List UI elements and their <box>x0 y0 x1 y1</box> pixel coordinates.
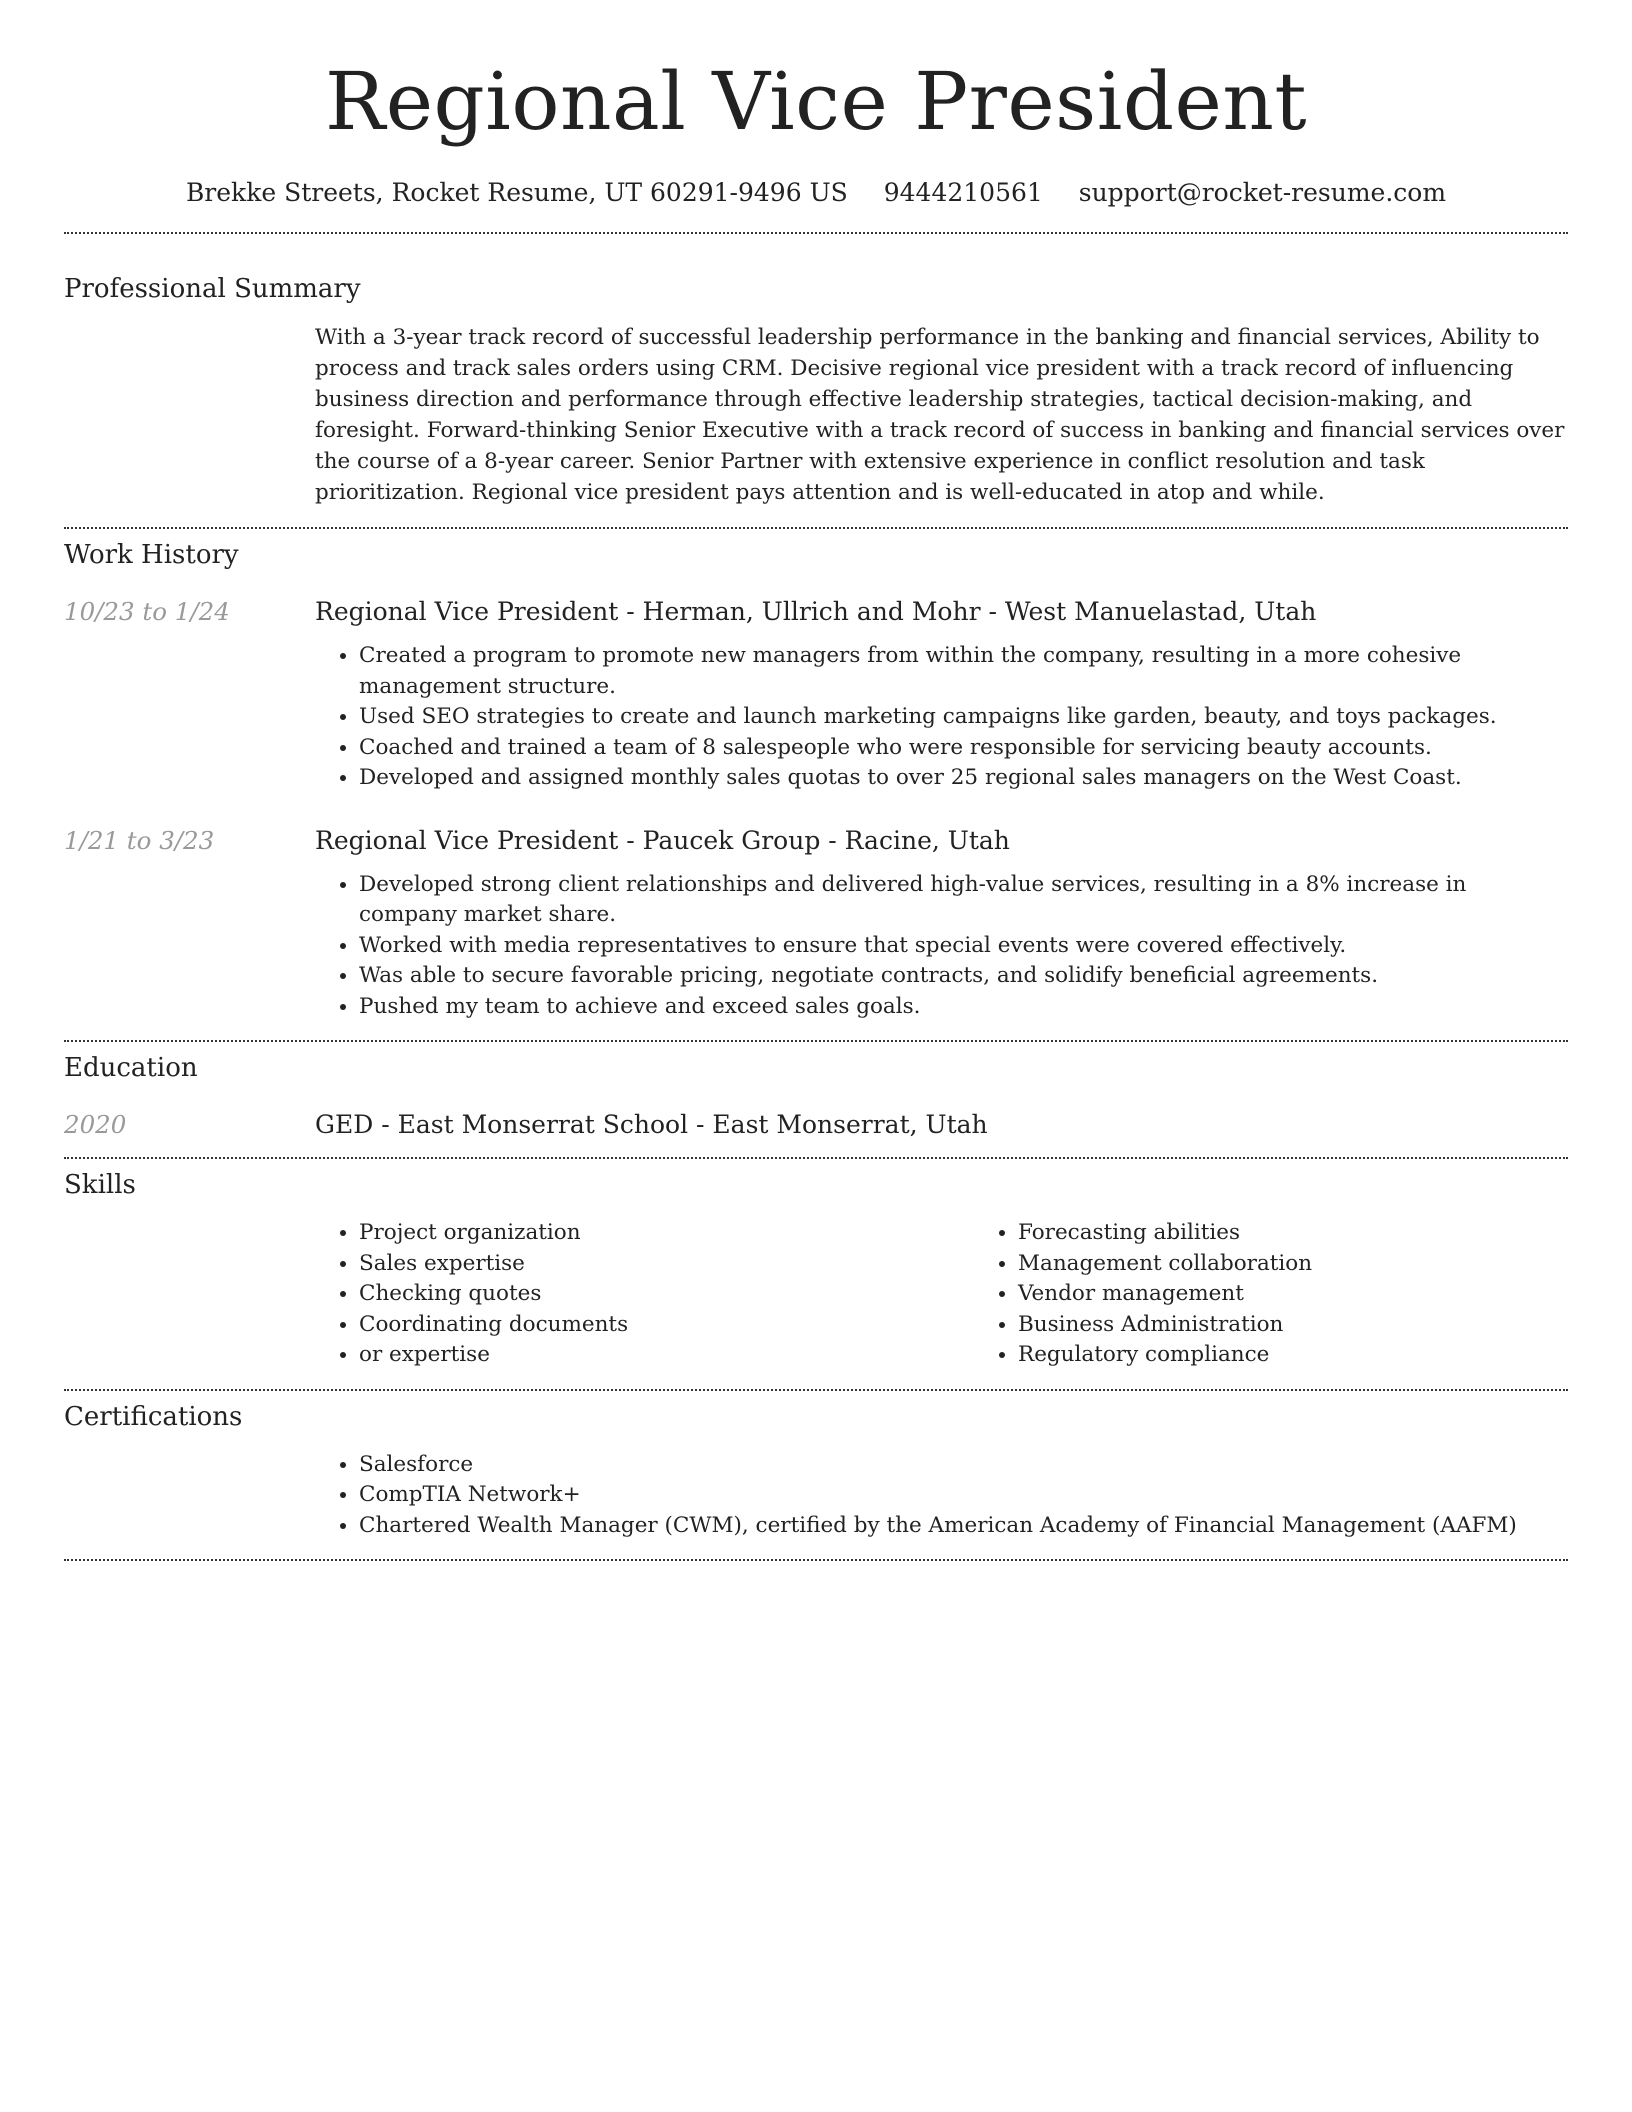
job-bullet: • Developed and assigned monthly sales quotas to over 25 regional sales managers on the West Coast. <box>359 763 1568 794</box>
skills-title: Skills <box>64 1170 136 1200</box>
skill-item: • or expertise <box>359 1340 974 1371</box>
education-section <box>64 1042 1568 1142</box>
skill-item: • Forecasting abilities <box>1018 1218 1632 1249</box>
education-entry <box>64 1108 1568 1142</box>
job-bullet: • Was able to secure favorable pricing, negotiate contracts, and solidify beneficial agreements. <box>359 961 1568 992</box>
skill-item: • Project organization <box>359 1218 974 1249</box>
work-history-section <box>64 529 1568 1022</box>
certifications-row <box>64 1450 1568 1542</box>
job-dates: 10/23 to 1/24 <box>64 597 230 626</box>
contact-phone: 9444210561 <box>883 178 1043 207</box>
job-bullet: • Used SEO strategies to create and launch marketing campaigns like garden, beauty, and toys packages. <box>359 702 1568 733</box>
certification-item: • CompTIA Network+ <box>359 1480 1568 1511</box>
skill-item: • Management collaboration <box>1018 1249 1632 1280</box>
divider <box>64 1559 1568 1561</box>
skill-item: • Vendor management <box>1018 1279 1632 1310</box>
summary-section <box>64 234 1568 508</box>
job-bullet: • Coached and trained a team of 8 salespeople who were responsible for servicing beauty accounts. <box>359 733 1568 764</box>
summary-row <box>64 322 1568 508</box>
job-heading: Regional Vice President - Herman, Ullrich and Mohr - West Manuelastad, Utah <box>315 597 1317 626</box>
job-bullet: • Worked with media representatives to ensure that special events were covered effectively. <box>359 931 1568 962</box>
education-year: 2020 <box>64 1110 127 1139</box>
resume-name: Regional Vice President <box>324 55 1308 148</box>
skills-row <box>64 1218 1568 1371</box>
education-title: Education <box>64 1053 198 1083</box>
skills-section <box>64 1159 1568 1371</box>
work-history-title: Work History <box>64 540 239 570</box>
skill-item: • Sales expertise <box>359 1249 974 1280</box>
contact-email: support@rocket-resume.com <box>1078 178 1447 207</box>
skill-item: • Checking quotes <box>359 1279 974 1310</box>
contact-address: Brekke Streets, Rocket Resume, UT 60291-9496 US <box>185 178 848 207</box>
summary-title: Professional Summary <box>64 274 361 304</box>
certifications-title: Certifications <box>64 1401 243 1432</box>
skills-list-right <box>974 1218 1632 1371</box>
skill-item: • Business Administration <box>1018 1310 1632 1341</box>
summary-text: With a 3-year track record of successful leadership performance in the banking and financial services, Ability to process and track sales orders using CRM. Decisive regional vice president with a track record of influencing business direction and performance through effective leadership strategies, tactical decision-making, and foresight. Forward-thinking Senior Executive with a track record of success in banking and financial services over the course of a 8-year career. Senior Partner with extensive experience in conflict resolution and task prioritization. Regional vice president pays attention and is well-educated in atop and while. <box>315 325 1565 505</box>
certifications-list <box>315 1450 1568 1542</box>
job-heading: Regional Vice President - Paucek Group - Racine, Utah <box>315 825 1010 855</box>
job-dates: 1/21 to 3/23 <box>64 825 215 855</box>
certification-item: • Salesforce <box>359 1450 1568 1481</box>
job-bullet: • Developed strong client relationships and delivered high-value services, resulting in a 8% increase in company market share. <box>359 870 1568 931</box>
skill-item: • Coordinating documents <box>359 1310 974 1341</box>
job-bullets <box>315 870 1568 1023</box>
job-bullet: • Created a program to promote new managers from within the company, resulting in a more cohesive management structure. <box>359 641 1568 702</box>
job-bullets <box>315 641 1568 794</box>
education-heading: GED - East Monserrat School - East Monserrat, Utah <box>315 1110 988 1139</box>
job-entry <box>64 824 1568 1023</box>
skill-item: • Regulatory compliance <box>1018 1340 1632 1371</box>
certification-item: • Chartered Wealth Manager (CWM), certified by the American Academy of Financial Management (AAFM) <box>359 1511 1568 1542</box>
certifications-section <box>64 1391 1568 1542</box>
job-bullet: • Pushed my team to achieve and exceed sales goals. <box>359 992 1568 1023</box>
job-entry <box>64 595 1568 794</box>
skills-list-left <box>315 1218 974 1371</box>
contact-line <box>64 176 1568 210</box>
skills-grid <box>315 1218 1632 1371</box>
